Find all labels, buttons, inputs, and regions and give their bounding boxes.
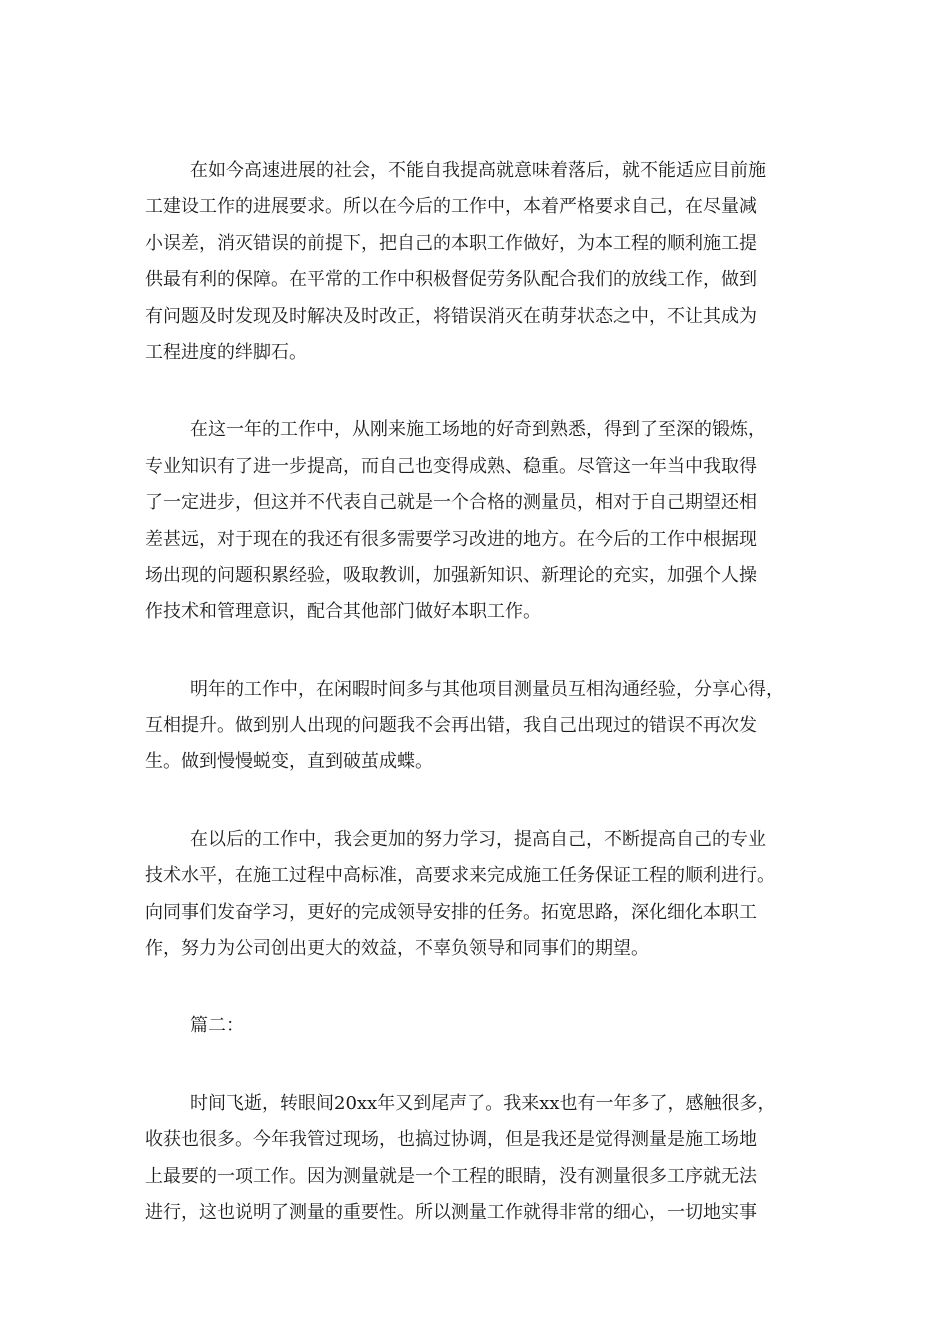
text-line: 工建设工作的进展要求。所以在今后的工作中，本着严格要求自己，在尽量减 — [145, 196, 757, 218]
document-body — [145, 153, 815, 1272]
section-heading — [145, 1008, 815, 1044]
text-line: 差甚远，对于现在的我还有很多需要学习改进的地方。在今后的工作中根据现 — [145, 528, 757, 550]
text-line: 了一定进步，但这并不代表自己就是一个合格的测量员，相对于自己期望还相 — [145, 492, 757, 514]
text-line: 技术水平，在施工过程中高标准，高要求来完成施工任务保证工程的顺利进行。 — [145, 865, 775, 887]
text-line: 有问题及时发现及时解决及时改正，将错误消灭在萌芽状态之中，不让其成为 — [145, 305, 757, 327]
text-line: 向同事们发奋学习，更好的完成领导安排的任务。拓宽思路，深化细化本职工 — [145, 901, 757, 923]
text-line: 场出现的问题积累经验，吸取教训，加强新知识、新理论的充实，加强个人操 — [145, 564, 757, 586]
text-line: 明年的工作中，在闲暇时间多与其他项目测量员互相沟通经验，分享心得， — [190, 678, 784, 700]
text-line: 互相提升。做到别人出现的问题我不会再出错，我自己出现过的错误不再次发 — [145, 715, 757, 737]
text-line: 上最要的一项工作。因为测量就是一个工程的眼睛，没有测量很多工序就无法 — [145, 1165, 757, 1187]
paragraph-2 — [145, 412, 815, 630]
text-line: 作，努力为公司创出更大的效益，不辜负领导和同事们的期望。 — [145, 938, 649, 960]
text-line: 专业知识有了进一步提高，而自己也变得成熟、稳重。尽管这一年当中我取得 — [145, 455, 757, 477]
text-line: 在这一年的工作中，从刚来施工场地的好奇到熟悉，得到了至深的锻炼， — [190, 419, 766, 441]
text-line: 小误差，消灭错误的前提下，把自己的本职工作做好，为本工程的顺利施工提 — [145, 232, 757, 254]
text-line: 工程进度的绊脚石。 — [145, 341, 307, 363]
paragraph-4 — [145, 822, 815, 968]
text-line: 收获也很多。今年我管过现场，也搞过协调，但是我还是觉得测量是施工场地 — [145, 1129, 757, 1151]
text-line: 时间飞逝，转眼间20xx年又到尾声了。我来xx也有一年多了，感触很多， — [190, 1092, 776, 1114]
text-line: 作技术和管理意识，配合其他部门做好本职工作。 — [145, 601, 541, 623]
text-line: 供最有利的保障。在平常的工作中积极督促劳务队配合我们的放线工作，做到 — [145, 269, 757, 291]
text-line: 进行，这也说明了测量的重要性。所以测量工作就得非常的细心，一切地实事 — [145, 1201, 757, 1223]
section-heading-text: 篇二： — [190, 1015, 244, 1037]
text-line: 生。做到慢慢蜕变，直到破茧成蝶。 — [145, 751, 433, 773]
text-line: 在如今高速进展的社会，不能自我提高就意味着落后，就不能适应目前施 — [190, 160, 766, 181]
text-line: 在以后的工作中，我会更加的努力学习，提高自己，不断提高自己的专业 — [190, 828, 766, 850]
paragraph-5 — [145, 1086, 815, 1232]
paragraph-1 — [145, 153, 815, 371]
paragraph-3 — [145, 672, 815, 781]
